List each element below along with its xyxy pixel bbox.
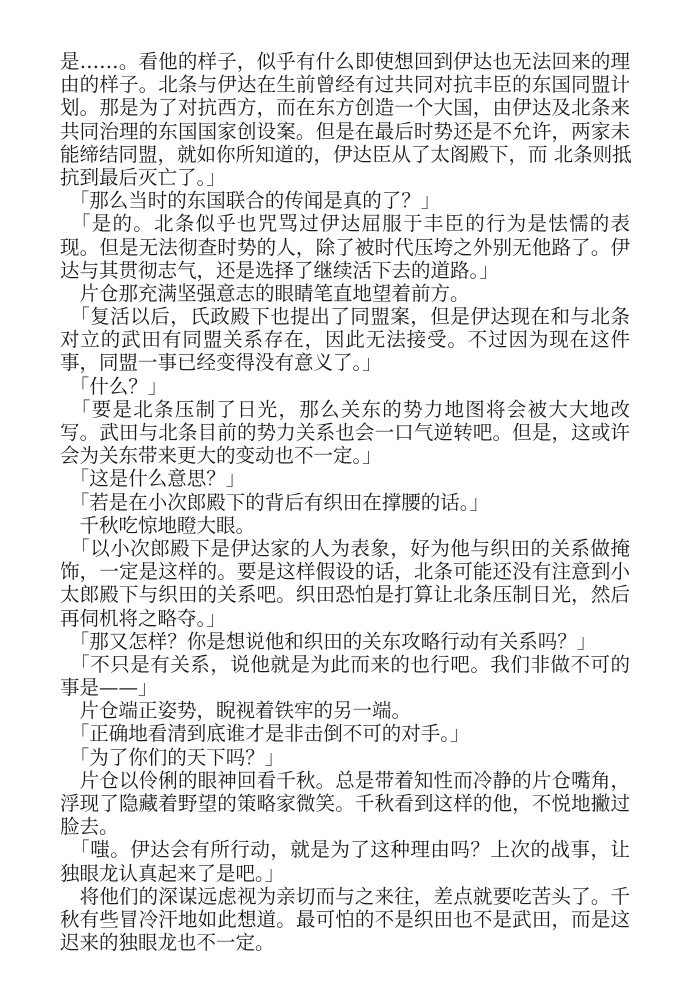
text-line: 事，同盟一事已经变得没有意义了。」 bbox=[60, 351, 382, 375]
text-line: 太郎殿下与织田的关系吧。织田恐怕是打算让北条压制日光，然后 bbox=[60, 583, 630, 607]
text-line: 片仓以伶俐的眼神回看千秋。总是带着知性而冷静的片仓嘴角， bbox=[60, 768, 630, 792]
text-line: 浮现了隐藏着野望的策略家微笑。千秋看到这样的他，不悦地撇过 bbox=[60, 792, 630, 815]
text-line: 「嗤。伊达会有所行动，就是为了这种理由吗？上次的战事，让 bbox=[60, 838, 630, 862]
text-line: 「不只是有关系，说他就是为此而来的也行吧。我们非做不可的 bbox=[60, 652, 630, 676]
text-line: 迟来的独眼龙也不一定。 bbox=[60, 931, 275, 955]
text-line: 「为了你们的天下吗？」 bbox=[60, 745, 285, 769]
text-line: 划。那是为了对抗西方，而在东方创造一个大国，由伊达及北条来 bbox=[60, 96, 630, 120]
text-page bbox=[60, 50, 630, 954]
text-line: 将他们的深谋远虑视为亲切而与之来往，差点就要吃苦头了。千 bbox=[60, 884, 630, 908]
text-line: 「以小次郎殿下是伊达家的人为表象，好为他与织田的关系做掩 bbox=[60, 536, 630, 560]
text-line: 「要是北条压制了日光，那么关东的势力地图将会被大大地改 bbox=[60, 397, 630, 421]
text-line: 能缔结同盟，就如你所知道的，伊达臣从了太阁殿下，而 北条则抵 bbox=[60, 142, 632, 166]
text-line: 再伺机将之略夺。」 bbox=[60, 606, 226, 630]
text-line: 写。武田与北条目前的势力关系也会一口气逆转吧。但是，这或许 bbox=[60, 421, 630, 444]
text-line: 事是——」 bbox=[60, 676, 158, 700]
text-line: 共同治理的东国国家创设案。但是在最后时势还是不允许，两家未 bbox=[60, 119, 630, 143]
text-line: 会为关东带来更大的变动也不一定。」 bbox=[60, 444, 382, 468]
text-line: 「是的。北条似乎也咒骂过伊达屈服于丰臣的行为是怯懦的表 bbox=[60, 212, 630, 236]
text-line: 秋有些冒冷汗地如此想道。最可怕的不是织田也不是武田，而是这 bbox=[60, 907, 630, 931]
text-line: 片仓端正姿势，睨视着铁牢的另一端。 bbox=[60, 699, 412, 723]
text-line: 千秋吃惊地瞪大眼。 bbox=[60, 513, 256, 537]
text-line: 由的样子。北条与伊达在生前曾经有过共同对抗丰臣的东国同盟计 bbox=[60, 73, 630, 97]
text-line: 是……。看他的样子，似乎有什么即使想回到伊达也无法回来的理 bbox=[60, 50, 630, 73]
text-line: 「什么？」 bbox=[60, 374, 168, 398]
text-line: 独眼龙认真起来了是吧。」 bbox=[60, 861, 285, 885]
text-line: 对立的武田有同盟关系存在，因此无法接受。不过因为现在这件 bbox=[60, 328, 630, 352]
text-line: 抗到最后灭亡了。」 bbox=[60, 165, 226, 189]
text-line: 「复活以后，氏政殿下也提出了同盟案，但是伊达现在和与北条 bbox=[60, 305, 630, 329]
text-line: 脸去。 bbox=[60, 815, 119, 839]
text-line: 「那么当时的东国联合的传闻是真的了？」 bbox=[60, 189, 441, 213]
text-line: 「正确地看清到底谁才是非击倒不可的对手。」 bbox=[60, 722, 470, 746]
text-line: 「这是什么意思？」 bbox=[60, 467, 246, 491]
text-line: 饰，一定是这样的。要是这样假设的话，北条可能还没有注意到小 bbox=[60, 560, 630, 584]
text-line: 达与其贯彻志气，还是选择了继续活下去的道路。」 bbox=[60, 258, 499, 282]
text-line: 现。但是无法彻查时势的人，除了被时代压垮之外别无他路了。伊 bbox=[60, 235, 630, 259]
text-line: 「那又怎样？你是想说他和织田的关东攻略行动有关系吗？」 bbox=[60, 629, 597, 653]
text-line: 片仓那充满坚强意志的眼睛笔直地望着前方。 bbox=[60, 281, 470, 305]
text-line: 「若是在小次郎殿下的背后有织田在撑腰的话。」 bbox=[60, 490, 490, 514]
